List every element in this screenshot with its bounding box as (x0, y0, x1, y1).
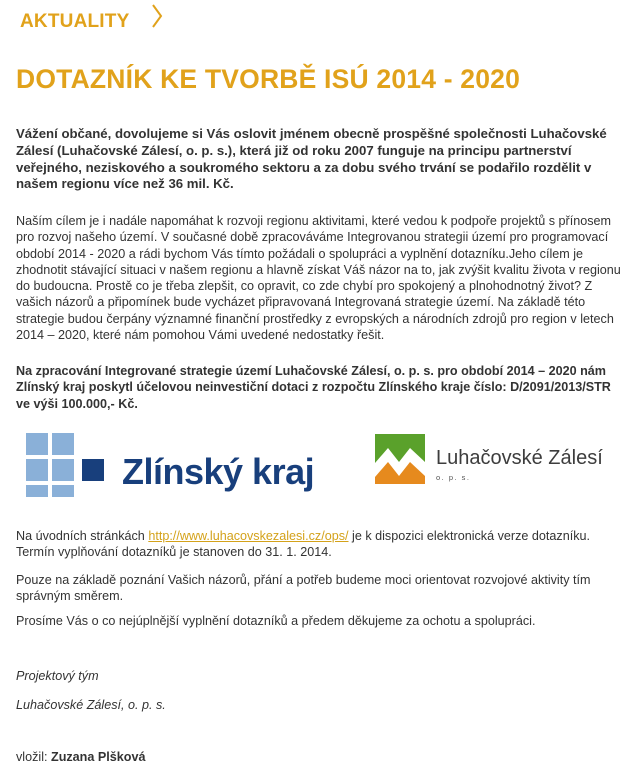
section-header (20, 8, 129, 36)
survey-link[interactable]: http://www.luhacovskezalesi.cz/ops/ (148, 529, 349, 543)
intro-paragraph: Vážení občané, dovolujeme si Vás oslovit jménem obecně prospěšné společnosti Luhačovské Zálesí (Luhačovské Zálesí, o. p. s.), která již od roku 2007 funguje na principu partnerství veřejného, neziskového a soukromého sektoru a za dobu svého trvání se podařilo rozdělit v našem regionu více než 36 mil. Kč. (16, 126, 607, 192)
development-paragraph: Pouze na základě poznání Vašich názorů, přání a potřeb budeme moci orientovat rozvojové aktivity tím správným směrem. (16, 573, 591, 604)
luhacovske-zalesi-logo-text: Luhačovské Zálesí (436, 447, 603, 469)
signature-org: Luhačovské Zálesí, o. p. s. (16, 698, 166, 712)
luhacovske-zalesi-emblem-icon (374, 433, 426, 485)
luhacovske-zalesi-logo-subtitle: o. p. s. (436, 473, 471, 482)
author-line (16, 750, 146, 764)
author-label: vložil: (16, 750, 51, 764)
zlinsky-kraj-logo-text: Zlínský kraj (122, 451, 315, 492)
funding-paragraph: Na zpracování Integrované strategie území Luhačovské Zálesí, o. p. s. pro období 2014 – 2020 nám Zlínský kraj poskytl účelovou neinvestiční dotaci z rozpočtu Zlínského kraje číslo: D/2091/2013/STR ve výši 100.000,- Kč. (16, 364, 611, 411)
info-text-before: Na úvodních stránkách (16, 529, 149, 543)
luhacovske-zalesi-logo (374, 433, 614, 489)
section-title: AKTUALITY (20, 11, 130, 32)
info-paragraph (16, 528, 622, 561)
zlinsky-kraj-logo (26, 433, 315, 497)
info-text-after: je k dispozici elektronická verze dotazníku. Termín vyplňování dotazníků je stanoven do 31. 1. 2014. (16, 529, 591, 560)
closing-paragraph: Prosíme Vás o co nejúplnější vyplnění dotazníků a předem děkujeme za ochotu a spolupráci. (16, 614, 536, 628)
chevron-right-icon[interactable] (150, 2, 164, 30)
page-title: DOTAZNÍK KE TVORBĚ ISÚ 2014 - 2020 (16, 64, 521, 94)
author-name: Zuzana Plšková (51, 750, 146, 764)
body-paragraph: Naším cílem je i nadále napomáhat k rozvoji regionu aktivitami, které vedou k podpoře projektů s přínosem pro rozvoj našeho území. V současné době zpracováváme Integrovanou strategii území pro programovací období 2014 - 2020 a rádi bychom Vás tímto požádali o spolupráci a vyplnění dotazníku.Jeho cílem je zhodnotit stávající situaci v našem regionu a hlavně získat Váš názor na to, jak zvýšit kvalitu života v regionu do budoucna. Prostě co je třeba zlepšit, co opravit, co zde chybí pro spokojený a plnohodnotný život? Z vašich názorů a připomínek bude vycházet připravovaná Integrovaná strategie území. Na základě této strategie budou čerpány významné finanční prostředky z evropských a národních zdrojů pro region v letech 2014 – 2020, které nám pomohou Vámi uvedené nedostatky řešit. (16, 214, 621, 343)
signature-team: Projektový tým (16, 669, 99, 683)
